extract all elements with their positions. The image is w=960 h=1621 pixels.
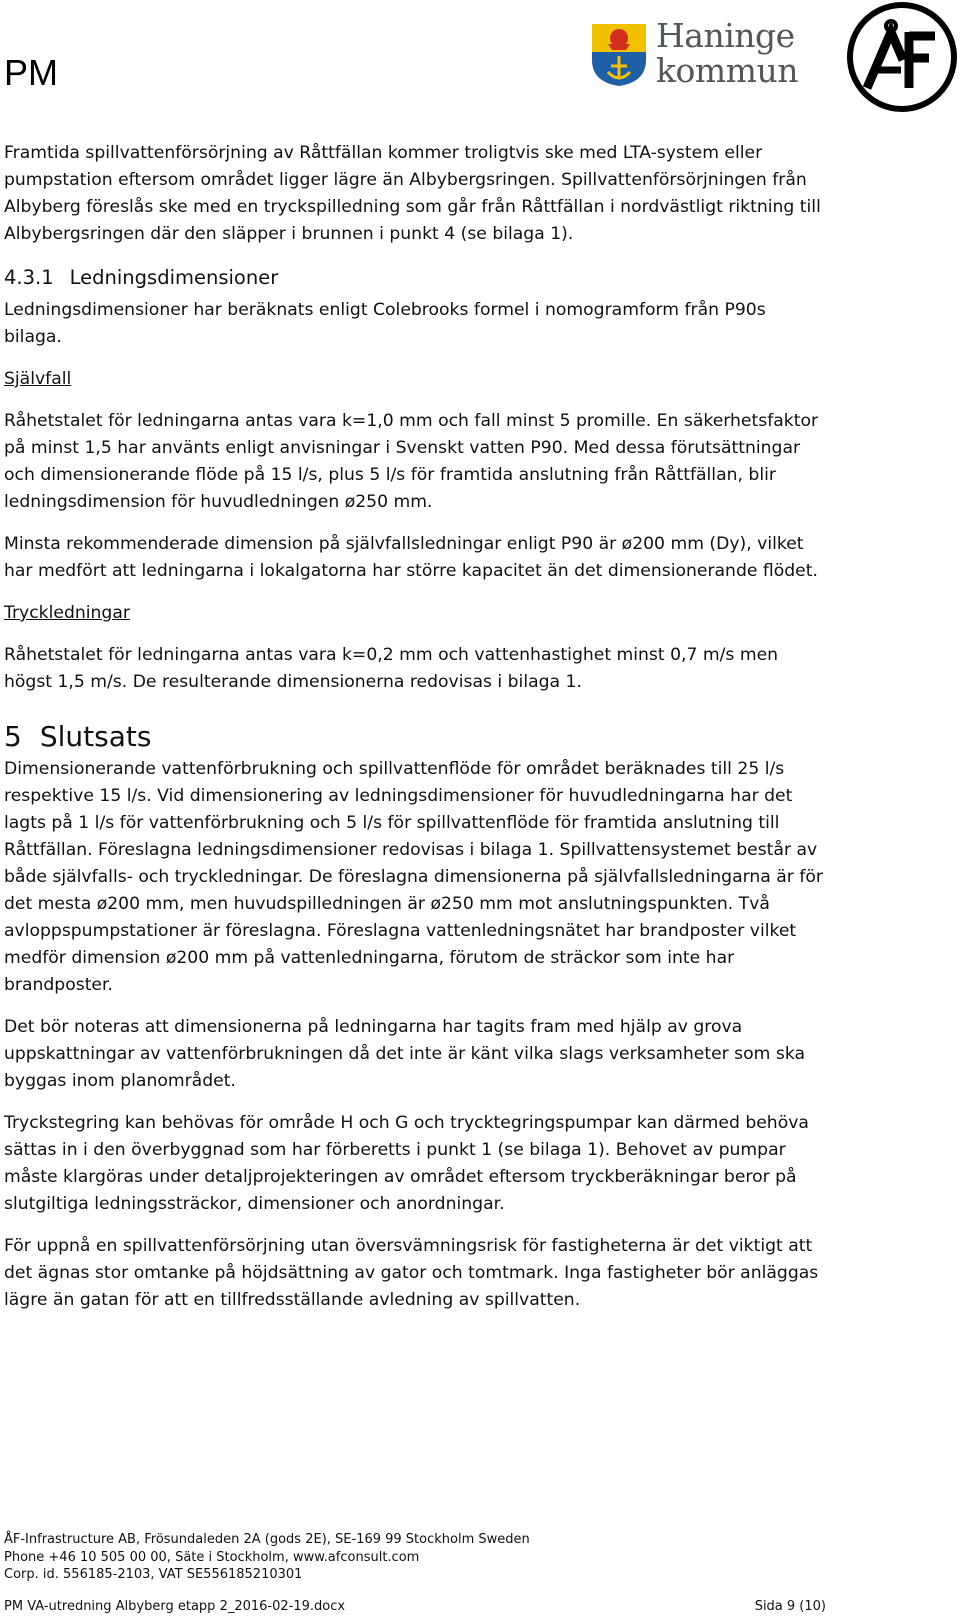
footer-filename: PM VA-utredning Albyberg etapp 2_2016-02-19.docx [4, 1599, 346, 1614]
intro-paragraph: Framtida spillvattenförsörjning av Råttfällan kommer troligtvis ske med LTA-system eller pumpstation eftersom området ligger lägre än Albybergsringen. Spillvattenförsörjningen från Albyberg föreslås ske med en tryckspilledning som går från Råttfällan i nordvästligt riktning till Albybergsringen där den släpper i brunnen i punkt 4 (se bilaga 1). [4, 143, 821, 244]
tryckledningar-heading: Tryckledningar [4, 603, 130, 623]
section-4-3-1-heading [4, 263, 824, 293]
tryckledningar-paragraph: Råhetstalet för ledningarna antas vara k=0,2 mm och vattenhastighet minst 0,7 m/s men högst 1,5 m/s. De resulterande dimensionerna redovisas i bilaga 1. [4, 645, 779, 692]
section-title: Slutsats [39, 720, 152, 753]
af-logo-icon [845, 0, 960, 115]
section-number: 5 [4, 720, 22, 753]
footer-corp-id: Corp. id. 556185-2103, VAT SE556185210301 [4, 1567, 303, 1582]
slutsats-paragraph-3: Tryckstegring kan behövas för område H och G och trycktegringspumpar kan därmed behöva sättas in i den överbyggnad som har förberetts i punkt 1 (se bilaga 1). Behovet av pumpar måste klargöras under detaljprojekteringen av området eftersom tryckberäkningar beror på slutgiltiga ledningssträckor, dimensioner och anordningar. [4, 1113, 809, 1214]
document-body [4, 140, 824, 1329]
page-number: Sida 9 (10) [754, 1599, 826, 1614]
haninge-crest-icon [590, 22, 648, 88]
section-title: Ledningsdimensioner [69, 266, 279, 289]
section-5-heading [4, 720, 824, 754]
ledningsdimensioner-intro: Ledningsdimensioner har beräknats enligt Colebrooks formel i nomogramform från P90s bilaga. [4, 300, 766, 347]
document-title: PM [4, 52, 58, 93]
section-number: 4.3.1 [4, 266, 54, 289]
logo-text-kommun: kommun [656, 51, 798, 90]
footer-contact: Phone +46 10 505 00 00, Säte i Stockholm, www.afconsult.com [4, 1549, 420, 1565]
company-footer [4, 1531, 530, 1584]
sjalvfall-paragraph-1: Råhetstalet för ledningarna antas vara k=1,0 mm och fall minst 5 promille. En säkerhetsfaktor på minst 1,5 har använts enligt anvisningar i Svenskt vatten P90. Med dessa förutsättningar och dimensionerande flöde på 15 l/s, plus 5 l/s för framtida anslutning från Råttfällan, blir ledningsdimension för huvudledningen ø250 mm. [4, 411, 819, 512]
logo-text-haninge: Haninge [656, 16, 795, 55]
sjalvfall-heading: Självfall [4, 369, 72, 389]
slutsats-paragraph-1: Dimensionerande vattenförbrukning och spillvattenflöde för området beräknades till 25 l/s respektive 15 l/s. Vid dimensionering av ledningsdimensioner för huvudledningarna har det lagts på 1 l/s för vattenförbrukning och 5 l/s för spillvattenflöde för framtida anslutning till Råttfällan. Föreslagna ledningsdimensioner redovisas i bilaga 1. Spillvattensystemet består av både självfalls- och tryckledningar. De föreslagna dimensionerna på självfallsledningarna är för det mesta ø200 mm, men huvudspilledningen är ø250 mm mot anslutningspunkten. Två avloppspumpstationer är föreslagna. Föreslagna vattenledningsnätet har brandposter vilket medför dimension ø200 mm på vattenledningarna, förutom de sträckor som inte har brandposter. [4, 759, 823, 995]
slutsats-paragraph-2: Det bör noteras att dimensionerna på ledningarna har tagits fram med hjälp av grova uppskattningar av vattenförbrukningen då det inte är känt vilka slags verksamheter som ska byggas inom planområdet. [4, 1017, 805, 1091]
footer-address: ÅF-Infrastructure AB, Frösundaleden 2A (gods 2E), SE-169 99 Stockholm Sweden [4, 1532, 530, 1547]
haninge-kommun-logo [590, 18, 810, 94]
slutsats-paragraph-4: För uppnå en spillvattenförsörjning utan översvämningsrisk för fastigheterna är det viktigt att det ägnas stor omtanke på höjdsättning av gator och tomtmark. Inga fastigheter bör anläggas lägre än gatan för att en tillfredsställande avledning av spillvatten. [4, 1236, 819, 1310]
sjalvfall-paragraph-2: Minsta rekommenderade dimension på självfallsledningar enligt P90 är ø200 mm (Dy), vilket har medfört att ledningarna i lokalgatorna har större kapacitet än det dimensionerande flödet. [4, 534, 818, 581]
